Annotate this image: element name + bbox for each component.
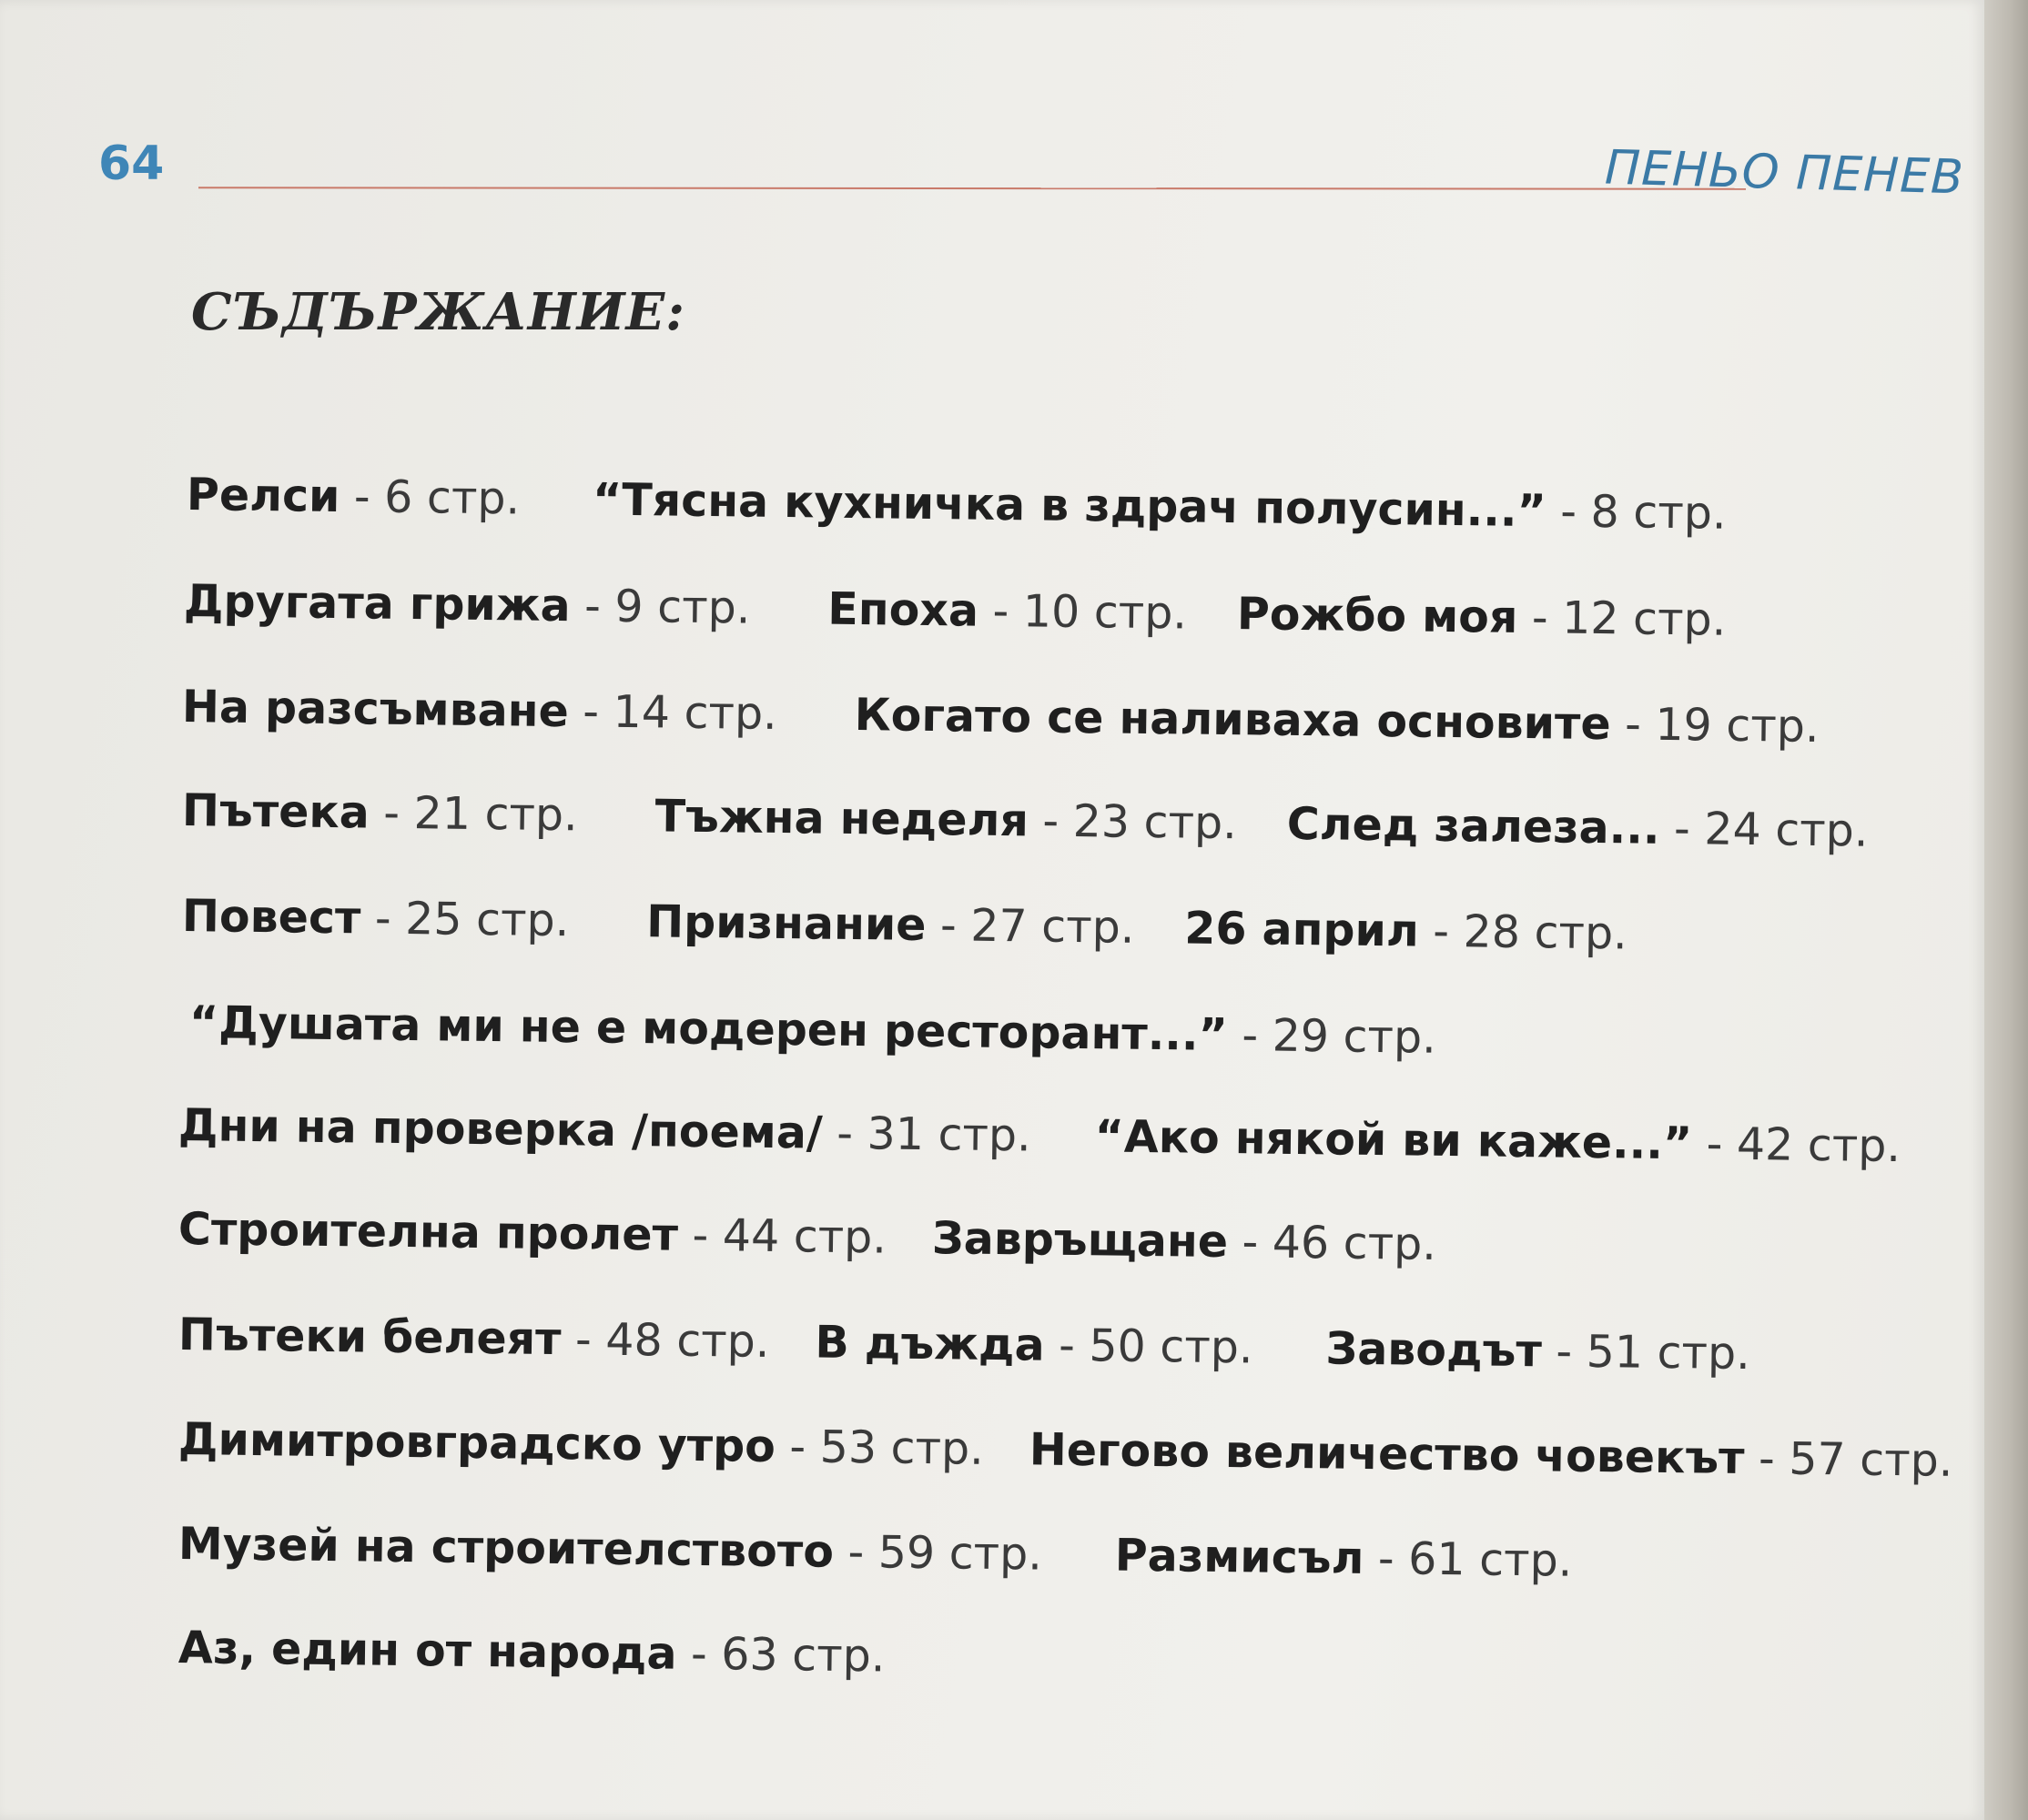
toc-entry — [178, 1099, 1031, 1161]
toc-entry — [1325, 1322, 1750, 1380]
toc-entry-title: Когато се наливаха основите — [854, 689, 1611, 751]
toc-entry — [184, 575, 751, 634]
toc-entry-page: - 14 стр. — [568, 685, 778, 740]
toc-line — [178, 1622, 886, 1682]
toc-entry-page: - 25 стр. — [360, 892, 570, 947]
toc-entry-page: - 24 стр. — [1659, 802, 1869, 857]
toc-entry — [182, 681, 777, 740]
toc-entry-title: Заводът — [1325, 1322, 1543, 1378]
toc-entry-title: Рожбо моя — [1236, 588, 1518, 643]
toc-entry-page: - 29 стр. — [1227, 1008, 1437, 1064]
toc-entry-title: “Ако някой ви каже...” — [1094, 1110, 1693, 1170]
toc-entry — [178, 1622, 886, 1682]
toc-entry — [646, 895, 1135, 954]
toc-entry — [178, 1203, 887, 1264]
toc-line — [178, 1203, 1437, 1270]
toc-entry-page: - 61 стр. — [1364, 1532, 1573, 1587]
toc-entry-page: - 10 стр. — [978, 584, 1188, 640]
toc-entry-page: - 21 стр. — [369, 786, 579, 842]
toc-entry-title: На разсъмване — [181, 681, 570, 738]
toc-entry-page: - 31 стр. — [822, 1107, 1032, 1162]
toc-entry — [827, 583, 1187, 640]
toc-entry — [182, 784, 578, 841]
toc-entry-page: - 12 стр. — [1517, 591, 1727, 646]
toc-entry-page: - 51 стр. — [1541, 1325, 1751, 1380]
page-edge — [1984, 0, 2028, 1820]
toc-entry-title: След залеза... — [1286, 797, 1660, 854]
toc-entry-page: - 63 стр. — [676, 1627, 886, 1683]
toc-line — [178, 1099, 1901, 1172]
toc-entry-page: - 9 стр. — [570, 580, 751, 634]
toc-entry-page: - 19 стр. — [1610, 698, 1820, 753]
toc-title: СЪДЪРЖАНИЕ: — [191, 282, 685, 342]
toc-entry — [654, 790, 1237, 849]
toc-entry-page: - 42 стр. — [1691, 1117, 1901, 1173]
toc-entry — [1286, 798, 1868, 857]
toc-entry-title: “Тясна кухничка в здрач полусин...” — [592, 473, 1547, 538]
toc-entry — [1094, 1110, 1901, 1172]
toc-entry-page: - 8 стр. — [1546, 485, 1727, 540]
toc-entry-page: - 48 стр. — [561, 1313, 770, 1368]
toc-entry — [187, 469, 521, 524]
toc-entry-title: 26 април — [1184, 902, 1420, 957]
toc-entry — [178, 1309, 770, 1368]
toc-entry — [1114, 1530, 1572, 1587]
toc-entry-page: - 46 стр. — [1227, 1216, 1437, 1270]
toc-entry-page: - 59 стр. — [833, 1525, 1043, 1581]
toc-line — [184, 575, 1727, 646]
toc-entry-title: Епоха — [827, 582, 979, 637]
toc-entry-title: Повест — [181, 890, 361, 945]
author-name: ПЕНЬО ПЕНЕВ — [1604, 140, 1965, 206]
toc-entry — [182, 890, 570, 946]
toc-entry-title: Тъжна неделя — [654, 790, 1029, 847]
toc-entry-title: Признание — [645, 895, 927, 951]
toc-entry-title: Пътеки белеят — [177, 1309, 562, 1366]
toc-entry-page: - 6 стр. — [340, 470, 521, 525]
toc-entry-title: В дъжда — [815, 1316, 1045, 1371]
toc-line — [182, 890, 1627, 959]
toc-entry — [189, 996, 1436, 1064]
toc-line — [187, 469, 1727, 540]
toc-entry-title: Негово величество човекът — [1029, 1423, 1745, 1485]
toc-line — [182, 784, 1869, 857]
toc-entry-title: Дни на проверка /поема/ — [177, 1099, 824, 1159]
toc-entry — [178, 1518, 1043, 1581]
toc-entry — [1237, 588, 1727, 646]
toc-entry-title: Релси — [186, 469, 340, 523]
toc-entry-title: Завръщане — [931, 1212, 1229, 1269]
toc-line — [182, 681, 1820, 753]
toc-entry-title: Димитровградско утро — [177, 1413, 776, 1473]
toc-entry — [1184, 902, 1627, 959]
toc-entry-title: Размисъл — [1114, 1529, 1364, 1584]
toc-entry-page: - 44 стр. — [677, 1208, 887, 1264]
toc-entry-page: - 57 стр. — [1744, 1432, 1953, 1487]
toc-entry-page: - 23 стр. — [1028, 794, 1238, 850]
toc-entry-page: - 53 стр. — [775, 1421, 985, 1475]
toc-line — [178, 1309, 1750, 1380]
toc-entry — [178, 1413, 984, 1475]
toc-entry-title: “Душата ми не е модерен ресторант...” — [188, 996, 1229, 1061]
toc-entry-title: Строителна пролет — [177, 1203, 679, 1261]
toc-entry-page: - 50 стр. — [1044, 1319, 1253, 1374]
toc-entry-title: Музей на строителството — [177, 1518, 835, 1578]
toc-entry — [593, 473, 1727, 539]
toc-entry — [932, 1212, 1437, 1270]
toc-entry — [854, 689, 1820, 753]
toc-line — [178, 1413, 1953, 1487]
toc-entry-title: Аз, един от народа — [177, 1622, 677, 1680]
toc-entry-page: - 28 стр. — [1418, 905, 1628, 960]
toc-entry-title: Другата грижа — [183, 575, 572, 632]
toc-entry-title: Пътека — [181, 784, 370, 839]
toc-entry — [1029, 1423, 1952, 1486]
page-number: 64 — [98, 136, 165, 191]
toc-entry — [815, 1317, 1253, 1374]
toc-entry-page: - 27 стр. — [926, 898, 1135, 954]
toc-line — [189, 996, 1436, 1064]
toc-line — [178, 1518, 1573, 1587]
